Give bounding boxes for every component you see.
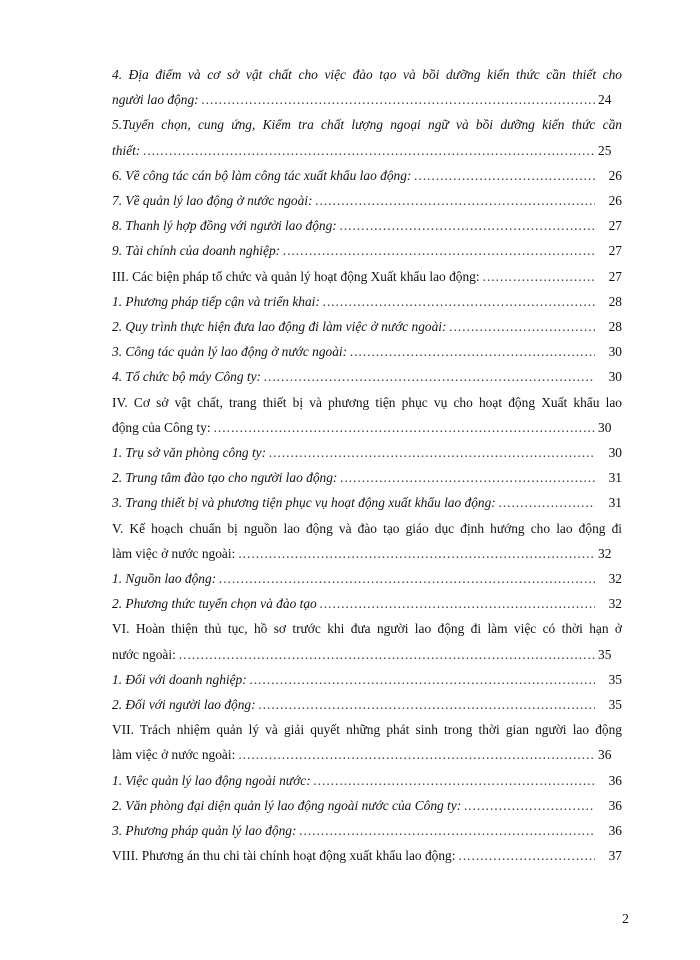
toc-entry-title-line2: nước ngoài: bbox=[112, 646, 176, 662]
dot-leader bbox=[340, 213, 595, 238]
toc-entry-title-line2: thiết: bbox=[112, 142, 141, 158]
toc-entry-title: 1. Phương pháp tiếp cận và triển khai: bbox=[112, 293, 320, 309]
dot-leader bbox=[143, 138, 595, 163]
toc-entry bbox=[112, 188, 622, 213]
toc-page-number: 37 bbox=[608, 848, 622, 864]
dot-leader bbox=[320, 591, 595, 616]
toc-entry bbox=[112, 289, 622, 314]
toc-page-number: 30 bbox=[608, 445, 622, 461]
table-of-contents bbox=[112, 62, 622, 869]
toc-entry-title: 6. Về công tác cán bộ làm công tác xuất khẩu lao động: bbox=[112, 167, 412, 183]
toc-page-number: 36 bbox=[598, 747, 612, 763]
toc-page-number: 35 bbox=[598, 646, 612, 662]
toc-entry bbox=[112, 390, 622, 440]
toc-entry bbox=[112, 591, 622, 616]
toc-page-number: 36 bbox=[608, 823, 622, 839]
dot-leader bbox=[283, 238, 595, 263]
toc-entry-title-line1: V. Kế hoạch chuẩn bị nguồn lao động và đào tạo giáo dục định hướng cho lao động đi bbox=[112, 520, 622, 536]
toc-entry-title: III. Các biện pháp tổ chức và quản lý hoạt động Xuất khẩu lao động: bbox=[112, 268, 480, 284]
toc-entry bbox=[112, 364, 622, 389]
toc-page-number: 32 bbox=[608, 596, 622, 612]
dot-leader bbox=[299, 818, 595, 843]
dot-leader bbox=[250, 667, 595, 692]
toc-entry bbox=[112, 490, 622, 515]
toc-page-number: 25 bbox=[598, 142, 612, 158]
toc-entry-title: 3. Phương pháp quản lý lao động: bbox=[112, 823, 297, 839]
toc-page-number: 32 bbox=[608, 571, 622, 587]
toc-entry-line2 bbox=[112, 541, 622, 566]
toc-entry-title: 1. Trụ sở văn phòng công ty: bbox=[112, 445, 267, 461]
dot-leader bbox=[464, 793, 595, 818]
toc-entry-title-line1: IV. Cơ sở vật chất, trang thiết bị và phương tiện phục vụ cho hoạt động Xuất khẩu lao bbox=[112, 394, 622, 410]
toc-entry-title: 2. Trung tâm đào tạo cho người lao động: bbox=[112, 470, 338, 486]
toc-entry bbox=[112, 667, 622, 692]
toc-page-number: 30 bbox=[608, 369, 622, 385]
toc-entry-title: 3. Công tác quản lý lao động ở nước ngoài: bbox=[112, 344, 348, 360]
toc-entry bbox=[112, 339, 622, 364]
toc-page-number: 35 bbox=[608, 671, 622, 687]
page-number: 2 bbox=[622, 912, 629, 927]
toc-entry bbox=[112, 440, 622, 465]
toc-page-number: 31 bbox=[608, 495, 622, 511]
toc-entry bbox=[112, 818, 622, 843]
toc-entry-title-line2: làm việc ở nước ngoài: bbox=[112, 545, 236, 561]
dot-leader bbox=[458, 843, 595, 868]
toc-entry bbox=[112, 213, 622, 238]
toc-entry bbox=[112, 163, 622, 188]
toc-entry bbox=[112, 717, 622, 767]
toc-page-number: 30 bbox=[598, 419, 612, 435]
dot-leader bbox=[238, 541, 595, 566]
toc-entry-line2 bbox=[112, 642, 622, 667]
toc-page-number: 27 bbox=[608, 218, 622, 234]
dot-leader bbox=[214, 415, 595, 440]
toc-entry bbox=[112, 516, 622, 566]
toc-entry-title: 2. Đối với người lao động: bbox=[112, 697, 256, 713]
dot-leader bbox=[414, 163, 595, 188]
dot-leader bbox=[264, 364, 595, 389]
dot-leader bbox=[179, 642, 595, 667]
dot-leader bbox=[269, 440, 595, 465]
toc-entry-title-line2: động của Công ty: bbox=[112, 419, 211, 435]
toc-entry-title-line1: VI. Hoàn thiện thủ tục, hồ sơ trước khi đưa người lao động đi làm việc có thời hạn ở bbox=[112, 621, 622, 637]
toc-entry-line2 bbox=[112, 87, 622, 112]
toc-page-number: 36 bbox=[608, 772, 622, 788]
dot-leader bbox=[449, 314, 595, 339]
toc-entry bbox=[112, 566, 622, 591]
toc-entry bbox=[112, 843, 622, 868]
toc-page-number: 26 bbox=[608, 167, 622, 183]
dot-leader bbox=[483, 264, 595, 289]
toc-entry bbox=[112, 264, 622, 289]
toc-page-number: 35 bbox=[608, 697, 622, 713]
toc-page-number: 31 bbox=[608, 470, 622, 486]
toc-entry-title: 4. Tổ chức bộ máy Công ty: bbox=[112, 369, 261, 385]
toc-entry bbox=[112, 768, 622, 793]
toc-entry-title: 3. Trang thiết bị và phương tiện phục vụ hoạt động xuất khẩu lao động: bbox=[112, 495, 496, 511]
dot-leader bbox=[315, 188, 595, 213]
dot-leader bbox=[259, 692, 595, 717]
toc-entry-title: 1. Việc quản lý lao động ngoài nước: bbox=[112, 772, 311, 788]
toc-entry-title: 2. Quy trình thực hiện đưa lao động đi làm việc ở nước ngoài: bbox=[112, 319, 447, 335]
toc-entry-title: 1. Đối với doanh nghiệp: bbox=[112, 671, 247, 687]
toc-page-number: 24 bbox=[598, 92, 612, 108]
toc-entry bbox=[112, 465, 622, 490]
toc-entry bbox=[112, 238, 622, 263]
toc-entry bbox=[112, 692, 622, 717]
dot-leader bbox=[202, 87, 595, 112]
toc-entry-title-line1: VII. Trách nhiệm quản lý và giải quyết những phát sinh trong thời gian người lao động bbox=[112, 722, 622, 738]
dot-leader bbox=[323, 289, 595, 314]
toc-page-number: 32 bbox=[598, 545, 612, 561]
toc-entry-line2 bbox=[112, 742, 622, 767]
toc-entry-title-line2: người lao động: bbox=[112, 92, 199, 108]
toc-page-number: 30 bbox=[608, 344, 622, 360]
toc-entry-title-line1: 4. Địa điểm và cơ sở vật chất cho việc đào tạo và bồi dưỡng kiến thức cần thiết cho bbox=[112, 67, 622, 82]
toc-page-number: 27 bbox=[608, 268, 622, 284]
toc-entry bbox=[112, 616, 622, 666]
dot-leader bbox=[340, 465, 595, 490]
toc-entry-title: 7. Về quản lý lao động ở nước ngoài: bbox=[112, 193, 313, 209]
toc-page-number: 28 bbox=[608, 319, 622, 335]
toc-entry bbox=[112, 112, 622, 162]
dot-leader bbox=[238, 742, 595, 767]
toc-entry-title: 2. Phương thức tuyển chọn và đào tạo bbox=[112, 596, 317, 612]
toc-page-number: 26 bbox=[608, 193, 622, 209]
toc-page-number: 27 bbox=[608, 243, 622, 259]
toc-entry-title: 2. Văn phòng đại diện quản lý lao động ngoài nước của Công ty: bbox=[112, 797, 462, 813]
dot-leader bbox=[499, 490, 595, 515]
toc-entry-line2 bbox=[112, 415, 622, 440]
dot-leader bbox=[350, 339, 595, 364]
dot-leader bbox=[219, 566, 595, 591]
toc-entry-title: 9. Tài chính của doanh nghiệp: bbox=[112, 243, 281, 259]
toc-entry-title-line1: 5.Tuyển chọn, cung ứng, Kiểm tra chất lượng ngoại ngữ và bồi dưỡng kiến thức cần bbox=[112, 117, 622, 133]
toc-page-number: 28 bbox=[608, 293, 622, 309]
toc-entry-title: 1. Nguồn lao động: bbox=[112, 571, 217, 587]
toc-entry bbox=[112, 793, 622, 818]
toc-entry-title-line2: làm việc ở nước ngoài: bbox=[112, 747, 236, 763]
toc-entry bbox=[112, 314, 622, 339]
toc-entry-title: 8. Thanh lý hợp đồng với người lao động: bbox=[112, 218, 337, 234]
toc-page-number: 36 bbox=[608, 797, 622, 813]
toc-entry bbox=[112, 62, 622, 112]
dot-leader bbox=[314, 768, 595, 793]
toc-entry-line2 bbox=[112, 138, 622, 163]
toc-entry-title: VIII. Phương án thu chi tài chính hoạt động xuất khẩu lao động: bbox=[112, 848, 456, 864]
